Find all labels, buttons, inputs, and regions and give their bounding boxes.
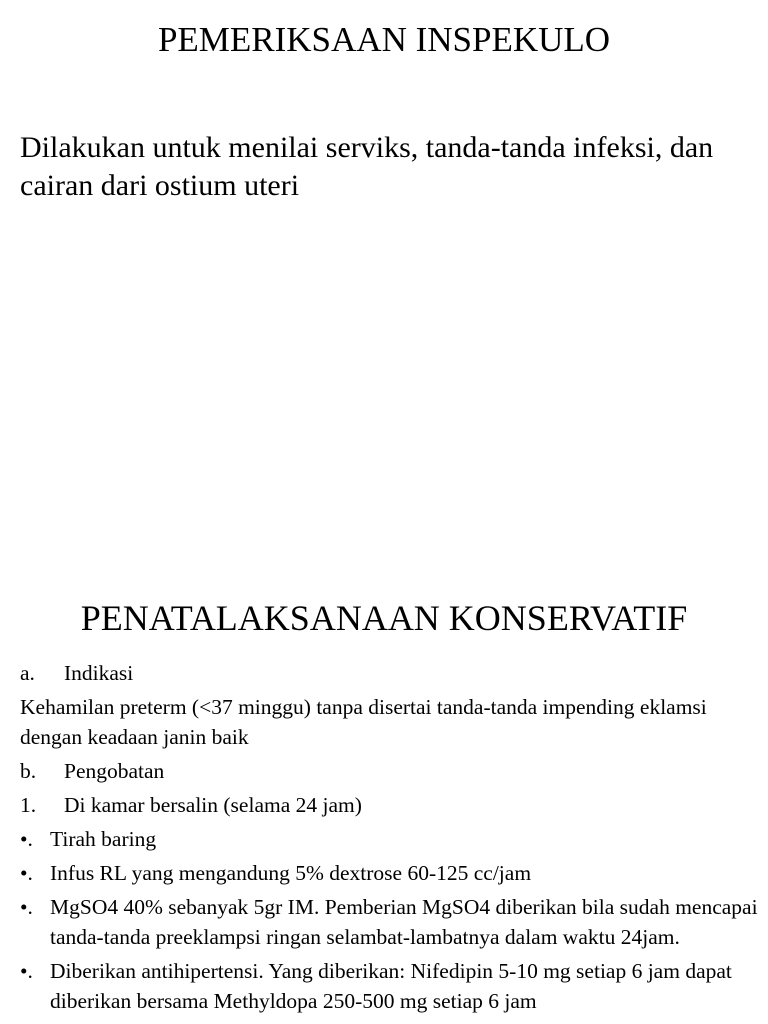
bullet-marker: •. xyxy=(20,895,33,919)
list-item-text: Di kamar bersalin (selama 24 jam) xyxy=(64,793,362,817)
bullet-item-mgso4 xyxy=(20,892,760,952)
bullet-item-antihipertensi xyxy=(20,956,760,1016)
bullet-text: Tirah baring xyxy=(50,827,157,851)
list-marker: a. xyxy=(20,661,35,685)
slide-penatalaksanaan xyxy=(0,578,768,1024)
list-item-pengobatan xyxy=(20,756,760,786)
paragraph-indikasi xyxy=(20,692,760,752)
bullet-text: Diberikan antihipertensi. Yang diberikan: Nifedipin 5-10 mg setiap 6 jam dapat diberikan bersama Methyldopa 250-500 mg setiap 6 jam xyxy=(50,959,732,1013)
slide-body-text: Dilakukan untuk menilai serviks, tanda-tanda infeksi, dan cairan dari ostium uteri xyxy=(20,131,714,202)
bullet-marker: •. xyxy=(20,959,33,983)
list-item-text: Indikasi xyxy=(64,661,134,685)
bullet-item-infus xyxy=(20,858,760,888)
list-marker: b. xyxy=(20,759,37,783)
list-item-kamar-bersalin xyxy=(20,790,760,820)
list-item-indikasi xyxy=(20,658,760,688)
list-marker: 1. xyxy=(20,793,37,817)
bullet-marker: •. xyxy=(20,861,33,885)
bullet-text: Infus RL yang mengandung 5% dextrose 60-125 cc/jam xyxy=(50,861,532,885)
bullet-text: MgSO4 40% sebanyak 5gr IM. Pemberian MgSO4 diberikan bila sudah mencapai tanda-tanda preeklampsi ringan selambat-lambatnya dalam waktu 24jam. xyxy=(50,895,758,949)
slide-content xyxy=(20,658,760,1020)
bullet-item-tirah-baring xyxy=(20,824,760,854)
slide-title: PENATALAKSANAAN KONSERVATIF xyxy=(80,598,688,638)
bullet-marker: •. xyxy=(20,827,33,851)
paragraph-text: Kehamilan preterm (<37 minggu) tanpa disertai tanda-tanda impending eklamsi dengan keadaan janin baik xyxy=(20,695,707,749)
slide-title: PEMERIKSAAN INSPEKULO xyxy=(157,20,611,59)
list-item-text: Pengobatan xyxy=(64,759,165,783)
